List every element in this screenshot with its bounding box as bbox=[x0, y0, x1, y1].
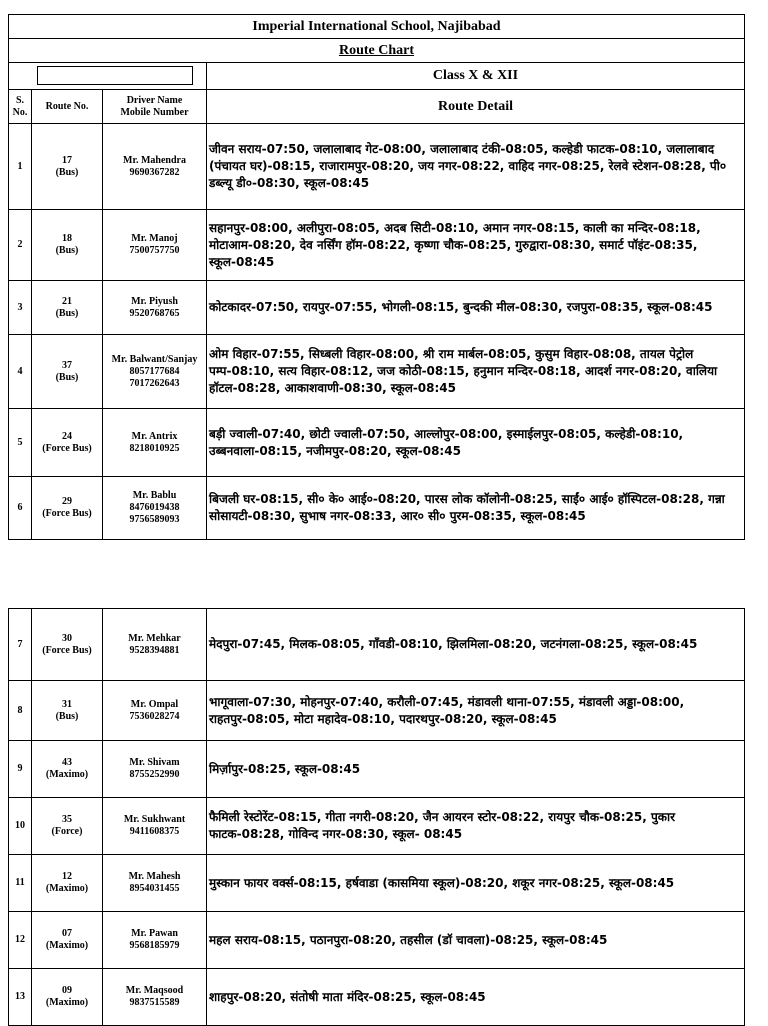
driver-phone: 9837515589 bbox=[129, 997, 180, 1008]
cell-route bbox=[32, 741, 103, 798]
table-row bbox=[9, 681, 745, 741]
driver-name: Mr. Pawan bbox=[131, 928, 178, 939]
cell-driver bbox=[103, 409, 207, 477]
cell-route-detail: कोटकादर-07:50, रायपुर-07:55, भोगली-08:15, बुन्दकी मील-08:30, रजपुरा-08:35, स्कूल-08:45 bbox=[207, 281, 745, 335]
cell-route bbox=[32, 477, 103, 540]
vehicle-type: (Bus) bbox=[55, 371, 79, 383]
cell-sno: 3 bbox=[9, 281, 32, 335]
cell-route bbox=[32, 335, 103, 409]
cell-route bbox=[32, 210, 103, 281]
cell-route-detail: बड़ी ज्वाली-07:40, छोटी ज्वाली-07:50, आल्लोपुर-08:00, इस्माईलपुर-08:05, कल्हेडी-08:10, उब्बनवाला-08:15, नजीमपुर-08:20, स्कूल-08:45 bbox=[207, 409, 745, 477]
driver-phone: 7536028274 bbox=[129, 710, 180, 722]
cell-route bbox=[32, 281, 103, 335]
vehicle-type: (Bus) bbox=[55, 307, 79, 319]
driver-phone: 8218010925 bbox=[129, 442, 180, 454]
route-number: 12 bbox=[62, 871, 72, 882]
vehicle-type: (Maximo) bbox=[45, 940, 89, 951]
route-number: 07 bbox=[62, 928, 72, 939]
driver-name: Mr. Mahendra bbox=[123, 154, 186, 166]
driver-name: Mr. Shivam bbox=[129, 757, 180, 768]
driver-phone: 8057177684 bbox=[129, 365, 180, 377]
driver-name: Mr. Sukhwant bbox=[123, 814, 186, 825]
col-header-driver-line2: Mobile Number bbox=[120, 106, 189, 118]
cell-sno: 5 bbox=[9, 409, 32, 477]
route-chart-table-page1 bbox=[8, 14, 745, 540]
col-header-driver-line1: Driver Name bbox=[126, 94, 183, 106]
col-header-driver bbox=[103, 90, 207, 124]
cell-driver bbox=[103, 609, 207, 681]
cell-route-detail: शाहपुर-08:20, संतोषी माता मंदिर-08:25, स्कूल-08:45 bbox=[207, 969, 745, 1026]
col-header-route: Route No. bbox=[32, 90, 103, 124]
cell-sno: 9 bbox=[9, 741, 32, 798]
driver-name: Mr. Ompal bbox=[130, 698, 179, 710]
cell-sno: 2 bbox=[9, 210, 32, 281]
school-name: Imperial International School, Najibabad bbox=[9, 15, 745, 39]
driver-name: Mr. Antrix bbox=[131, 430, 178, 442]
cell-route bbox=[32, 124, 103, 210]
blank-box-cell bbox=[9, 63, 207, 90]
driver-name: Mr. Balwant/Sanjay bbox=[111, 353, 198, 365]
cell-driver bbox=[103, 798, 207, 855]
cell-sno: 13 bbox=[9, 969, 32, 1026]
route-number: 35 bbox=[62, 814, 72, 825]
route-number: 24 bbox=[62, 430, 72, 442]
driver-name: Mr. Maqsood bbox=[125, 985, 184, 996]
route-rows-page2 bbox=[9, 609, 745, 1026]
cell-route-detail: जीवन सराय-07:50, जलालाबाद गेट-08:00, जलालाबाद टंकी-08:05, कल्हेडी फाटक-08:10, जलालाबाद (पंचायत घर)-08:15, राजारामपुर-08:20, जय नगर-08:22, वाहिद नगर-08:25, रेलवे स्टेशन-08:28, पी० डब्ल्यू डी०-08:30, स्कूल-08:45 bbox=[207, 124, 745, 210]
cell-sno: 4 bbox=[9, 335, 32, 409]
table-row bbox=[9, 281, 745, 335]
driver-name: Mr. Piyush bbox=[131, 295, 178, 307]
vehicle-type: (Bus) bbox=[55, 166, 79, 178]
driver-phone: 7500757750 bbox=[129, 245, 180, 256]
cell-route-detail: भागूवाला-07:30, मोहनपुर-07:40, करौली-07:45, मंडावली थाना-07:55, मंडावली अड्डा-08:00, राहतपुर-08:05, मोटा महादेव-08:10, पदारथपुर-08:20, स्कूल-08:45 bbox=[207, 681, 745, 741]
table-row bbox=[9, 477, 745, 540]
driver-phone: 8755252990 bbox=[129, 769, 180, 780]
driver-phone: 9690367282 bbox=[129, 166, 180, 178]
driver-phone: 9528394881 bbox=[129, 644, 180, 656]
cell-route-detail: मेदपुरा-07:45, मिलक-08:05, गाँवडी-08:10, झिलमिला-08:20, जटनंगला-08:25, स्कूल-08:45 bbox=[207, 609, 745, 681]
table-row bbox=[9, 969, 745, 1026]
table-row bbox=[9, 855, 745, 912]
cell-route bbox=[32, 609, 103, 681]
driver-phone: 7017262643 bbox=[129, 377, 180, 389]
cell-driver bbox=[103, 912, 207, 969]
vehicle-type: (Maximo) bbox=[45, 769, 89, 780]
cell-route-detail: फैमिली रेस्टोरेंट-08:15, गीता नगरी-08:20, जैन आयरन स्टोर-08:22, रायपुर चौक-08:25, पुकार फाटक-08:28, गोविन्द नगर-08:30, स्कूल- 08:45 bbox=[207, 798, 745, 855]
route-number: 29 bbox=[62, 496, 72, 507]
route-number: 18 bbox=[62, 233, 72, 244]
cell-route bbox=[32, 798, 103, 855]
cell-driver bbox=[103, 855, 207, 912]
driver-phone: 8954031455 bbox=[129, 883, 180, 894]
cell-route bbox=[32, 855, 103, 912]
cell-driver bbox=[103, 124, 207, 210]
route-number: 31 bbox=[62, 698, 72, 710]
table-row bbox=[9, 335, 745, 409]
driver-phone: 8476019438 bbox=[129, 502, 180, 513]
route-number: 30 bbox=[62, 632, 72, 644]
cell-route bbox=[32, 681, 103, 741]
cell-driver bbox=[103, 681, 207, 741]
cell-driver bbox=[103, 477, 207, 540]
class-label: Class X & XII bbox=[207, 63, 745, 90]
cell-route-detail: बिजली घर-08:15, सी० के० आई०-08:20, पारस लोक कॉलोनी-08:25, साईं० आई० हॉस्पिटल-08:28, गन्ना सोसायटी-08:30, सुभाष नगर-08:33, आर० सी० पुरम-08:35, स्कूल-08:45 bbox=[207, 477, 745, 540]
vehicle-type: (Bus) bbox=[55, 710, 79, 722]
cell-route-detail: महल सराय-08:15, पठानपुरा-08:20, तहसील (डॉ चावला)-08:25, स्कूल-08:45 bbox=[207, 912, 745, 969]
empty-input-box bbox=[37, 66, 193, 85]
cell-route bbox=[32, 969, 103, 1026]
cell-route-detail: मिर्ज़ापुर-08:25, स्कूल-08:45 bbox=[207, 741, 745, 798]
cell-route-detail: ओम विहार-07:55, सिध्बली विहार-08:00, श्री राम मार्बल-08:05, कुसुम विहार-08:08, तायल पेट्रोल पम्प-08:10, सत्य विहार-08:12, जज कोठी-08:15, हनुमान मन्दिर-08:18, आदर्श नगर-08:20, वालिया हॉटल-08:28, आकाशवाणी-08:30, स्कूल-08:45 bbox=[207, 335, 745, 409]
driver-phone: 9520768765 bbox=[129, 307, 180, 319]
vehicle-type: (Maximo) bbox=[45, 883, 89, 894]
table-row bbox=[9, 741, 745, 798]
route-number: 43 bbox=[62, 757, 72, 768]
cell-driver bbox=[103, 335, 207, 409]
table-row bbox=[9, 798, 745, 855]
cell-sno: 11 bbox=[9, 855, 32, 912]
route-number: 09 bbox=[62, 985, 72, 996]
route-number: 17 bbox=[62, 154, 72, 166]
col-header-sno: S. No. bbox=[9, 90, 32, 124]
cell-route bbox=[32, 912, 103, 969]
cell-route bbox=[32, 409, 103, 477]
route-number: 37 bbox=[62, 359, 72, 371]
cell-route-detail: सहानपुर-08:00, अलीपुरा-08:05, अदब सिटी-08:10, अमान नगर-08:15, काली का मन्दिर-08:18, मोटाआम-08:20, देव नर्सिंग हॉम-08:22, कृष्णा चौक-08:25, गुरुद्वारा-08:30, समार्ट पॉइंट-08:35, स्कूल-08:45 bbox=[207, 210, 745, 281]
table-row bbox=[9, 124, 745, 210]
driver-name: Mr. Manoj bbox=[131, 233, 178, 244]
vehicle-type: (Force Bus) bbox=[42, 644, 92, 656]
cell-driver bbox=[103, 741, 207, 798]
driver-phone: 9411608375 bbox=[129, 826, 180, 837]
driver-name: Mr. Bablu bbox=[132, 490, 177, 501]
driver-name: Mr. Mehkar bbox=[128, 632, 181, 644]
driver-phone: 9756589093 bbox=[129, 514, 180, 525]
table-row bbox=[9, 210, 745, 281]
vehicle-type: (Maximo) bbox=[45, 997, 89, 1008]
vehicle-type: (Force) bbox=[51, 826, 83, 837]
cell-sno: 12 bbox=[9, 912, 32, 969]
col-header-detail: Route Detail bbox=[207, 90, 745, 124]
driver-name: Mr. Mahesh bbox=[128, 871, 181, 882]
table-row bbox=[9, 609, 745, 681]
cell-sno: 1 bbox=[9, 124, 32, 210]
cell-driver bbox=[103, 969, 207, 1026]
chart-title: Route Chart bbox=[9, 39, 745, 63]
route-rows-page1 bbox=[9, 124, 745, 540]
cell-driver bbox=[103, 281, 207, 335]
cell-sno: 7 bbox=[9, 609, 32, 681]
cell-sno: 8 bbox=[9, 681, 32, 741]
cell-driver bbox=[103, 210, 207, 281]
route-chart-table-page2 bbox=[8, 608, 745, 1026]
cell-sno: 10 bbox=[9, 798, 32, 855]
cell-route-detail: मुस्कान फायर वर्क्स-08:15, हर्षवाडा (कासमिया स्कूल)-08:20, शकूर नगर-08:25, स्कूल-08:45 bbox=[207, 855, 745, 912]
vehicle-type: (Bus) bbox=[55, 245, 79, 256]
route-number: 21 bbox=[62, 295, 72, 307]
driver-phone: 9568185979 bbox=[129, 940, 180, 951]
table-row bbox=[9, 409, 745, 477]
vehicle-type: (Force Bus) bbox=[42, 508, 92, 519]
table-row bbox=[9, 912, 745, 969]
vehicle-type: (Force Bus) bbox=[42, 442, 92, 454]
cell-sno: 6 bbox=[9, 477, 32, 540]
